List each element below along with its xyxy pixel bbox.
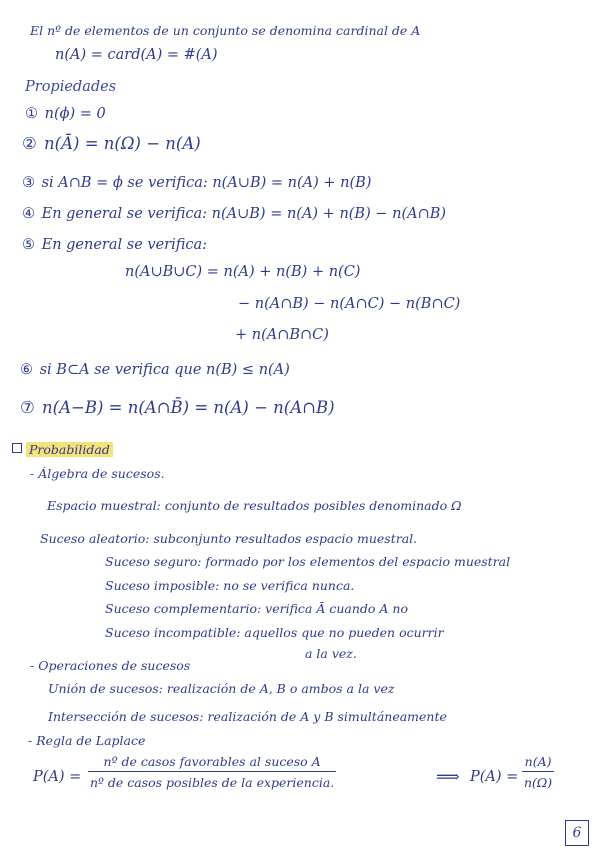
sure-event-definition: Suceso seguro: formado por los elementos del espacio muestral bbox=[105, 554, 511, 569]
property-6 bbox=[20, 363, 290, 378]
laplace-rhs: P(A) = bbox=[470, 769, 519, 785]
random-event-definition: Suceso aleatorio: subconjunto resultados espacio muestral. bbox=[40, 531, 418, 546]
laplace-numerator: nº de casos favorables al suceso A bbox=[103, 754, 321, 769]
laplace-denominator: nº de casos posibles de la experiencia. bbox=[90, 775, 335, 790]
laplace-short-fraction bbox=[522, 754, 554, 790]
circled-number-1: ① bbox=[25, 106, 38, 122]
union-definition: Unión de sucesos: realización de A, B o ambos a la vez bbox=[48, 681, 395, 696]
property-5-formula-line-1: n(A∪B∪C) = n(A) + n(B) + n(C) bbox=[125, 264, 361, 280]
properties-title: Propiedades bbox=[25, 79, 117, 95]
laplace-fraction bbox=[88, 754, 336, 790]
circled-number-7: ⑦ bbox=[20, 398, 35, 417]
property-7-text: n(A−B) = n(A∩B̄) = n(A) − n(A∩B) bbox=[42, 398, 335, 417]
property-7 bbox=[20, 400, 335, 417]
property-4-text: En general se verifica: n(A∪B) = n(A) + n(B) − n(A∩B) bbox=[41, 206, 447, 222]
page-number: 6 bbox=[565, 820, 589, 846]
circled-number-3: ③ bbox=[22, 175, 35, 191]
impossible-event-definition: Suceso imposible: no se verifica nunca. bbox=[105, 578, 355, 593]
operations-title: - Operaciones de sucesos bbox=[30, 658, 191, 673]
checkbox-square-icon bbox=[12, 443, 22, 453]
probability-heading bbox=[12, 443, 113, 457]
incompatible-event-definition: Suceso incompatible: aquellos que no pueden ocurrir bbox=[105, 625, 444, 640]
probability-title: Probabilidad bbox=[26, 442, 113, 457]
property-5-formula-line-3: + n(A∩B∩C) bbox=[235, 327, 329, 343]
cardinal-definition: El nº de elementos de un conjunto se denomina cardinal de A bbox=[30, 23, 421, 38]
circled-number-4: ④ bbox=[22, 206, 35, 222]
property-6-text: si B⊂A se verifica que n(B) ≤ n(A) bbox=[39, 362, 290, 378]
complementary-event-definition: Suceso complementario: verifica Ā cuando A no bbox=[105, 601, 408, 616]
property-1-text: n(ϕ) = 0 bbox=[44, 106, 106, 122]
circled-number-2: ② bbox=[22, 134, 37, 153]
property-3-text: si A∩B = ϕ se verifica: n(A∪B) = n(A) + n(B) bbox=[41, 175, 372, 191]
property-5-text: En general se verifica: bbox=[41, 237, 208, 253]
implies-arrow-icon: ⟹ bbox=[436, 767, 460, 786]
laplace-rhs-numerator: n(A) bbox=[524, 754, 552, 769]
algebra-title: - Álgebra de sucesos. bbox=[30, 466, 165, 481]
property-5-formula-line-2: − n(A∩B) − n(A∩C) − n(B∩C) bbox=[238, 296, 461, 312]
property-1 bbox=[25, 107, 106, 122]
circled-number-5: ⑤ bbox=[22, 237, 35, 253]
property-3 bbox=[22, 176, 371, 191]
property-4 bbox=[22, 207, 446, 222]
property-2 bbox=[22, 136, 201, 153]
cardinal-formula: n(A) = card(A) = #(A) bbox=[55, 47, 218, 63]
laplace-rhs-denominator: n(Ω) bbox=[524, 775, 553, 790]
circled-number-6: ⑥ bbox=[20, 362, 33, 378]
laplace-title: - Regla de Laplace bbox=[28, 733, 146, 748]
sample-space-definition: Espacio muestral: conjunto de resultados posibles denominado Ω bbox=[47, 498, 462, 513]
property-2-text: n(Ā) = n(Ω) − n(A) bbox=[44, 134, 201, 153]
incompatible-event-continuation: a la vez. bbox=[305, 646, 357, 661]
intersection-definition: Intersección de sucesos: realización de A y B simultáneamente bbox=[48, 709, 447, 724]
laplace-lhs: P(A) = bbox=[33, 769, 82, 785]
property-5 bbox=[22, 238, 207, 253]
